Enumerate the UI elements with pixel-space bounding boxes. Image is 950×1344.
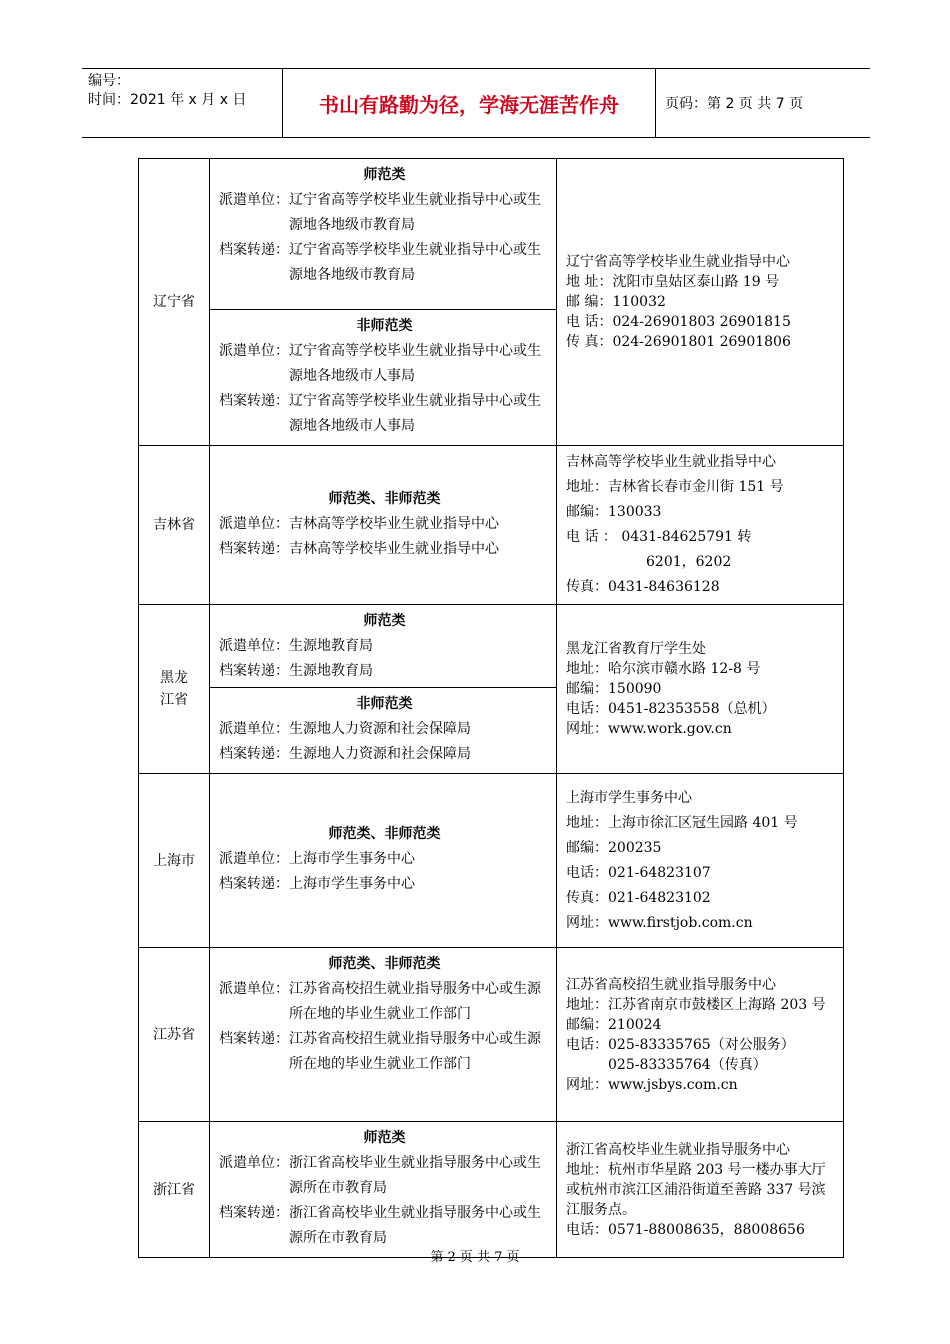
dispatch-entry [219, 339, 550, 389]
contact-line: 地址：吉林省长春市金川街 151 号 [566, 479, 784, 495]
entry-value: 生源地人力资源和社会保障局 [289, 746, 471, 762]
entry-label: 派遣单位： [219, 192, 289, 208]
province-cell: 上海市 [139, 774, 210, 948]
category-block [210, 1122, 556, 1257]
contact-line: 辽宁省高等学校毕业生就业指导中心 [566, 254, 790, 270]
entry-value: 辽宁省高等学校毕业生就业指导中心或生源地各地级市教育局 [289, 242, 541, 283]
category-title: 师范类 [363, 613, 406, 629]
entry-label: 档案转递： [219, 876, 289, 892]
contact-cell [557, 774, 844, 948]
entry-value: 辽宁省高等学校毕业生就业指导中心或生源地各地级市人事局 [289, 393, 541, 434]
entry-value: 生源地人力资源和社会保障局 [289, 721, 471, 737]
province-cell: 吉林省 [139, 446, 210, 605]
entry-label: 档案转递： [219, 746, 289, 762]
assignment-cell [210, 774, 557, 948]
dispatch-entry [219, 847, 550, 872]
contact-line: 黑龙江省教育厅学生处 [566, 641, 706, 657]
archive-entry [219, 389, 550, 439]
entry-label: 派遣单位： [219, 515, 289, 532]
contact-line: 上海市学生事务中心 [566, 789, 692, 806]
entry-value: 上海市学生事务中心 [289, 876, 415, 892]
contact-cell [557, 605, 844, 774]
contact-line: 邮 编：110032 [566, 294, 666, 310]
contact-line: 吉林高等学校毕业生就业指导中心 [566, 454, 776, 470]
category-title: 师范类 [363, 1130, 406, 1146]
dispatch-entry [219, 1151, 550, 1201]
category-title: 师范类、非师范类 [328, 490, 441, 507]
category-block [210, 309, 556, 445]
dispatch-entry [219, 717, 550, 742]
dispatch-entry [219, 634, 550, 659]
entry-value: 浙江省高校毕业生就业指导服务中心或生源所在市教育局 [289, 1205, 541, 1246]
table-row [139, 159, 844, 446]
contact-line: 邮编：150090 [566, 681, 662, 697]
contact-line: 浙江省高校毕业生就业指导服务中心 [566, 1141, 790, 1158]
province-cell [139, 605, 210, 774]
table-row [139, 605, 844, 774]
archive-entry [219, 1201, 550, 1251]
category-block [210, 818, 556, 903]
contact-line: 地 址：沈阳市皇姑区泰山路 19 号 [566, 274, 780, 290]
header-page-number: 页码：第 2 页 共 7 页 [665, 96, 804, 112]
category-block [210, 605, 556, 687]
contact-line: 电 话 ： 0431-84625791 转 [566, 529, 752, 545]
assignment-cell [210, 1122, 557, 1258]
entry-label: 档案转递： [219, 663, 289, 679]
entry-label: 档案转递： [219, 540, 289, 557]
entry-value: 上海市学生事务中心 [289, 851, 415, 867]
entry-value: 辽宁省高等学校毕业生就业指导中心或生源地各地级市教育局 [289, 192, 541, 233]
category-block [210, 483, 556, 568]
contact-line: 邮编：210024 [566, 1016, 662, 1033]
page-footer: 第 2 页 共 7 页 [430, 1250, 520, 1265]
page-header [82, 68, 870, 138]
entry-label: 档案转递： [219, 242, 289, 258]
contact-line: 电话：0571-88008635，88008656 [566, 1221, 805, 1238]
contact-line: 地址：哈尔滨市赣水路 12-8 号 [566, 661, 761, 677]
contact-line: 传真：021-64823102 [566, 889, 711, 906]
assignment-table [138, 158, 844, 1258]
archive-entry [219, 537, 550, 562]
contact-line: 地址：上海市徐汇区冠生园路 401 号 [566, 814, 798, 831]
entry-label: 派遣单位： [219, 981, 289, 997]
category-title: 师范类、非师范类 [328, 956, 441, 972]
entry-value: 江苏省高校招生就业指导服务中心或生源所在地的毕业生就业工作部门 [289, 981, 541, 1022]
contact-line: 地址：江苏省南京市鼓楼区上海路 203 号 [566, 996, 826, 1013]
entry-label: 派遣单位： [219, 638, 289, 654]
table-row [139, 1122, 844, 1258]
dispatch-entry [219, 188, 550, 238]
archive-entry [219, 659, 550, 684]
province-cell: 浙江省 [139, 1122, 210, 1258]
dispatch-entry [219, 512, 550, 537]
contact-line: 江苏省高校招生就业指导服务中心 [566, 976, 776, 993]
contact-line: 传 真：024-26901801 26901806 [566, 334, 791, 350]
entry-label: 派遣单位： [219, 343, 289, 359]
contact-cell [557, 446, 844, 605]
dispatch-entry [219, 977, 550, 1027]
entry-value: 江苏省高校招生就业指导服务中心或生源所在地的毕业生就业工作部门 [289, 1031, 541, 1072]
category-block [210, 687, 556, 773]
entry-value: 生源地教育局 [289, 663, 373, 679]
entry-label: 档案转递： [219, 393, 289, 409]
entry-label: 档案转递： [219, 1205, 289, 1221]
table-row [139, 446, 844, 605]
contact-line: 网址：www.firstjob.com.cn [566, 914, 753, 931]
contact-line: 邮编：130033 [566, 504, 662, 520]
category-title: 非师范类 [356, 696, 413, 712]
contact-line: 电话：0451-82353558（总机） [566, 701, 776, 717]
category-title: 师范类、非师范类 [328, 826, 441, 842]
entry-value: 吉林高等学校毕业生就业指导中心 [289, 540, 499, 557]
archive-entry [219, 238, 550, 288]
entry-value: 吉林高等学校毕业生就业指导中心 [289, 515, 499, 532]
contact-line: 地址：杭州市华星路 203 号一楼办事大厅或杭州市滨江区浦沿街道至善路 337 号滨江服务点。 [566, 1161, 826, 1218]
contact-line: 邮编：200235 [566, 839, 662, 856]
province-cell: 辽宁省 [139, 159, 210, 446]
contact-line: 网址：www.work.gov.cn [566, 721, 732, 737]
entry-value: 生源地教育局 [289, 638, 373, 654]
category-block [210, 948, 556, 1083]
contact-cell [557, 159, 844, 446]
category-block [210, 159, 556, 309]
contact-line: 网址：www.jsbys.com.cn [566, 1076, 738, 1093]
header-motto: 书山有路勤为径，学海无涯苦作舟 [282, 69, 656, 137]
entry-value: 辽宁省高等学校毕业生就业指导中心或生源地各地级市人事局 [289, 343, 541, 384]
entry-label: 档案转递： [219, 1031, 289, 1047]
contact-line: 6201，6202 [646, 554, 732, 570]
doc-number-label: 编号： [88, 73, 130, 89]
entry-label: 派遣单位： [219, 721, 289, 737]
category-title: 师范类 [363, 167, 406, 183]
archive-entry [219, 1027, 550, 1077]
contact-line: 电话：025-83335765（对公服务） [566, 1036, 795, 1053]
contact-line: 025-83335764（传真） [608, 1056, 767, 1073]
contact-cell [557, 1122, 844, 1258]
assignment-cell [210, 605, 557, 774]
province-cell: 江苏省 [139, 948, 210, 1122]
entry-label: 派遣单位： [219, 1155, 289, 1171]
contact-line: 传真：0431-84636128 [566, 579, 720, 595]
assignment-cell [210, 948, 557, 1122]
doc-date-label: 时间：2021 年 x 月 x 日 [88, 92, 247, 108]
category-title: 非师范类 [356, 318, 413, 334]
assignment-cell [210, 159, 557, 446]
contact-cell [557, 948, 844, 1122]
table-row [139, 948, 844, 1122]
header-meta [82, 69, 282, 137]
table-row [139, 774, 844, 948]
assignment-cell [210, 446, 557, 605]
entry-label: 派遣单位： [219, 851, 289, 867]
contact-line: 电 话：024-26901803 26901815 [566, 314, 791, 330]
contact-line: 电话：021-64823107 [566, 864, 711, 881]
province-name: 黑龙江省 [160, 670, 188, 708]
archive-entry [219, 872, 550, 897]
entry-value: 浙江省高校毕业生就业指导服务中心或生源所在市教育局 [289, 1155, 541, 1196]
archive-entry [219, 742, 550, 767]
